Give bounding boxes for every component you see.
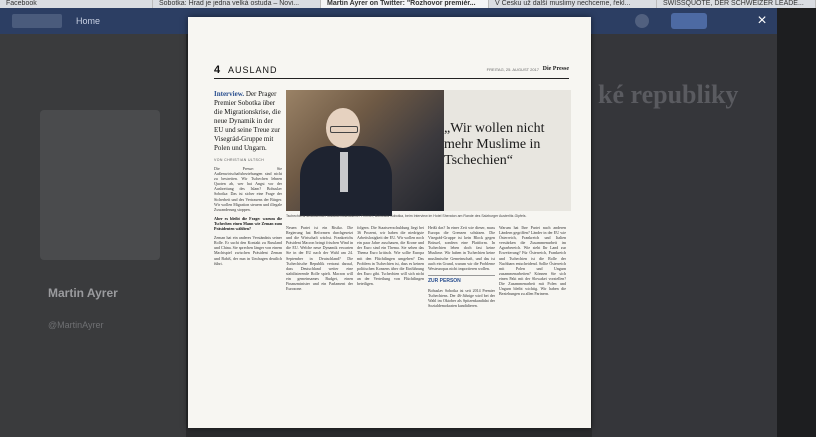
headline-quote: „Wir wollen nicht mehr Muslime in Tschechien“ (444, 121, 545, 168)
dateline: FREITAG, 25. AUGUST 2017 (486, 67, 539, 72)
intro-kicker: Interview. (214, 90, 245, 98)
body-text: Heißt das? In einer Zeit wie dieser, muss Europa die Grenzen schützen. Die Visegrád-Gruppe ist kein Block gegen Brüssel, sondern eine Plattform. In Tschechien leben doch fast keine Muslime. Wir haben in Tschechien keine muslimische Gemeinschaft, und das ist auch ein Grund, warum wir die Probleme Westeuropas nicht importieren wollen. (428, 225, 495, 271)
zur-person-text: Bohuslav Sobotka ist seit 2014 Premier Tschechiens. Der 46-Jährige wird bei der Wahl im Oktober als Spitzenkandidat der Sozialdemokraten kandidieren. (428, 287, 495, 309)
article-column-2 (286, 221, 353, 417)
newspaper-header (214, 64, 569, 79)
avatar[interactable] (635, 14, 649, 28)
intro-teaser (214, 90, 282, 153)
tweet-button[interactable] (671, 13, 707, 29)
body-text: Die Presse: Sie Außenwirtschaftsbeziehungen sind nicht zu bestreiten. Wir Tschechen lehnen Quoten ab, wer hat Angst vor der Ausbreitung des Islam? Bohuslav Sobotka: Das ist sicher eine Frage der Sicherheit und des Vertrauens der Bürger. Wir wollen Migration steuern und illegale Zuwanderung stoppen. (214, 166, 282, 212)
browser-tab-sobotka[interactable]: Sobotka: Hrad je jedna velká ostuda – Novi... (153, 0, 321, 8)
browser-tab-twitter[interactable]: Martin Ayrer on Twitter: "Rozhovor premiér... (321, 0, 489, 8)
intro-column (214, 90, 282, 266)
newspaper-logo: Die Presse (542, 66, 569, 72)
body-text: Neuen Partei ist ein Risiko. Die Regierung hat Reformen durchgesetzt und die Wirtschaft wächst. Frankreichs Präsident Macron bringt frischen Wind in die EU. Welche neue Dynamik erwarten Sie in der EU nach der Wahl am 24. September in Deutschland? Die Tschechische Republik vertraut darauf, dass Deutschland weiter eine stabilisierende Rolle spielt. Macron will ein gemeinsames Budget, einen Finanzminister und ein Parlament der Eurozone. (286, 225, 353, 292)
body-text: Warum hat Ihre Partei nach anderen Ländern gegriffen? Länder in der EU wie Österreich, Frankreich und Italien verstärken die Zusammenarbeit im Agrarbereich. Wie steht Ihr Land zur Erweiterung? Für Österreich, Frankreich und Tschechien ist die Rolle der Nachbarn entscheidend. Sollte Österreich mit Polen und Ungarn zusammenarbeiten? Können Sie sich einen Pakt mit der Slowakei vorstellen? Die Zusammenarbeit mit Polen und Ungarn bleibt wichtig. Wir haben die Beziehungen zu allen Partnern. (499, 225, 566, 297)
section-title: AUSLAND (228, 65, 278, 75)
article-column-4 (428, 221, 495, 417)
profile-avatar (40, 110, 160, 260)
byline: VON CHRISTIAN ULTSCH (214, 158, 265, 162)
browser-tab-swissquote[interactable]: SWISSQUOTE, DER SCHWEIZER LEADE... (657, 0, 816, 8)
profile-name: Martin Ayrer (48, 286, 118, 300)
search-box[interactable] (12, 14, 62, 28)
article-column-3 (357, 221, 424, 417)
person-tie (340, 152, 348, 192)
page-number: 4 (214, 64, 221, 76)
home-link[interactable]: Home (76, 16, 101, 26)
browser-tab-cesku[interactable]: V Česku už další muslimy nechceme, řekl... (489, 0, 657, 8)
browser-tab-strip (0, 0, 804, 8)
newspaper-image (188, 17, 591, 428)
browser-tab-facebook[interactable]: Facebook (0, 0, 153, 8)
glasses-icon (330, 126, 358, 133)
profile-handle: @MartinAyrer (48, 320, 104, 330)
close-icon[interactable]: × (757, 12, 767, 29)
body-text: Zeman hat ein anderes Verständnis seiner Rolle. Er sucht den Kontakt zu Russland und China. Sie sprechen länger von einem Machtspiel zwischen Präsident Zeman und Babiš, der nun in Umfragen deutlich führt. (214, 235, 282, 266)
photo-caption: Tschechiens schleidender sozialdemokratischer Premier, Bohuslav Sobotka, beim Interview im Hotel Sheraton am Rande des Salzburger Austerlitz-Gipfels. (286, 214, 527, 218)
body-text: folgern. Die Staatsverschuldung liegt bei 36 Prozent, wir haben die niedrigste Arbeitslosigkeit der EU. Wir wollen noch ein paar Jahre zuschauen, die Krone und der Euro sind ein Thema. Sie sehen das Thema Euro kritisch. Wie sollte Europa mit den Flüchtlingen umgehen? Das Problem in Tschechien ist, dass es keinen politischen Konsens über die Einführung des Euro gibt. Tschechien will sich nicht an der Verteilung von Flüchtlingen beteiligen. (357, 225, 424, 287)
interview-question: Aber es bleibt die Frage: warum die Tschechen einen Mann wie Zeman zum Präsidenten wählten? (214, 215, 282, 232)
sobotka-photo (286, 90, 444, 211)
intro-text: Der Prager Premier Sobotka über die Migrationskrise, die neue Dynamik in der EU und seine Treue zur Visegrád-Gruppe mit Polen und Ungarn. (214, 90, 281, 152)
zur-person-heading: ZUR PERSON (428, 275, 495, 284)
article-column-5 (499, 221, 566, 417)
background-headline: ké republiky (598, 80, 739, 109)
